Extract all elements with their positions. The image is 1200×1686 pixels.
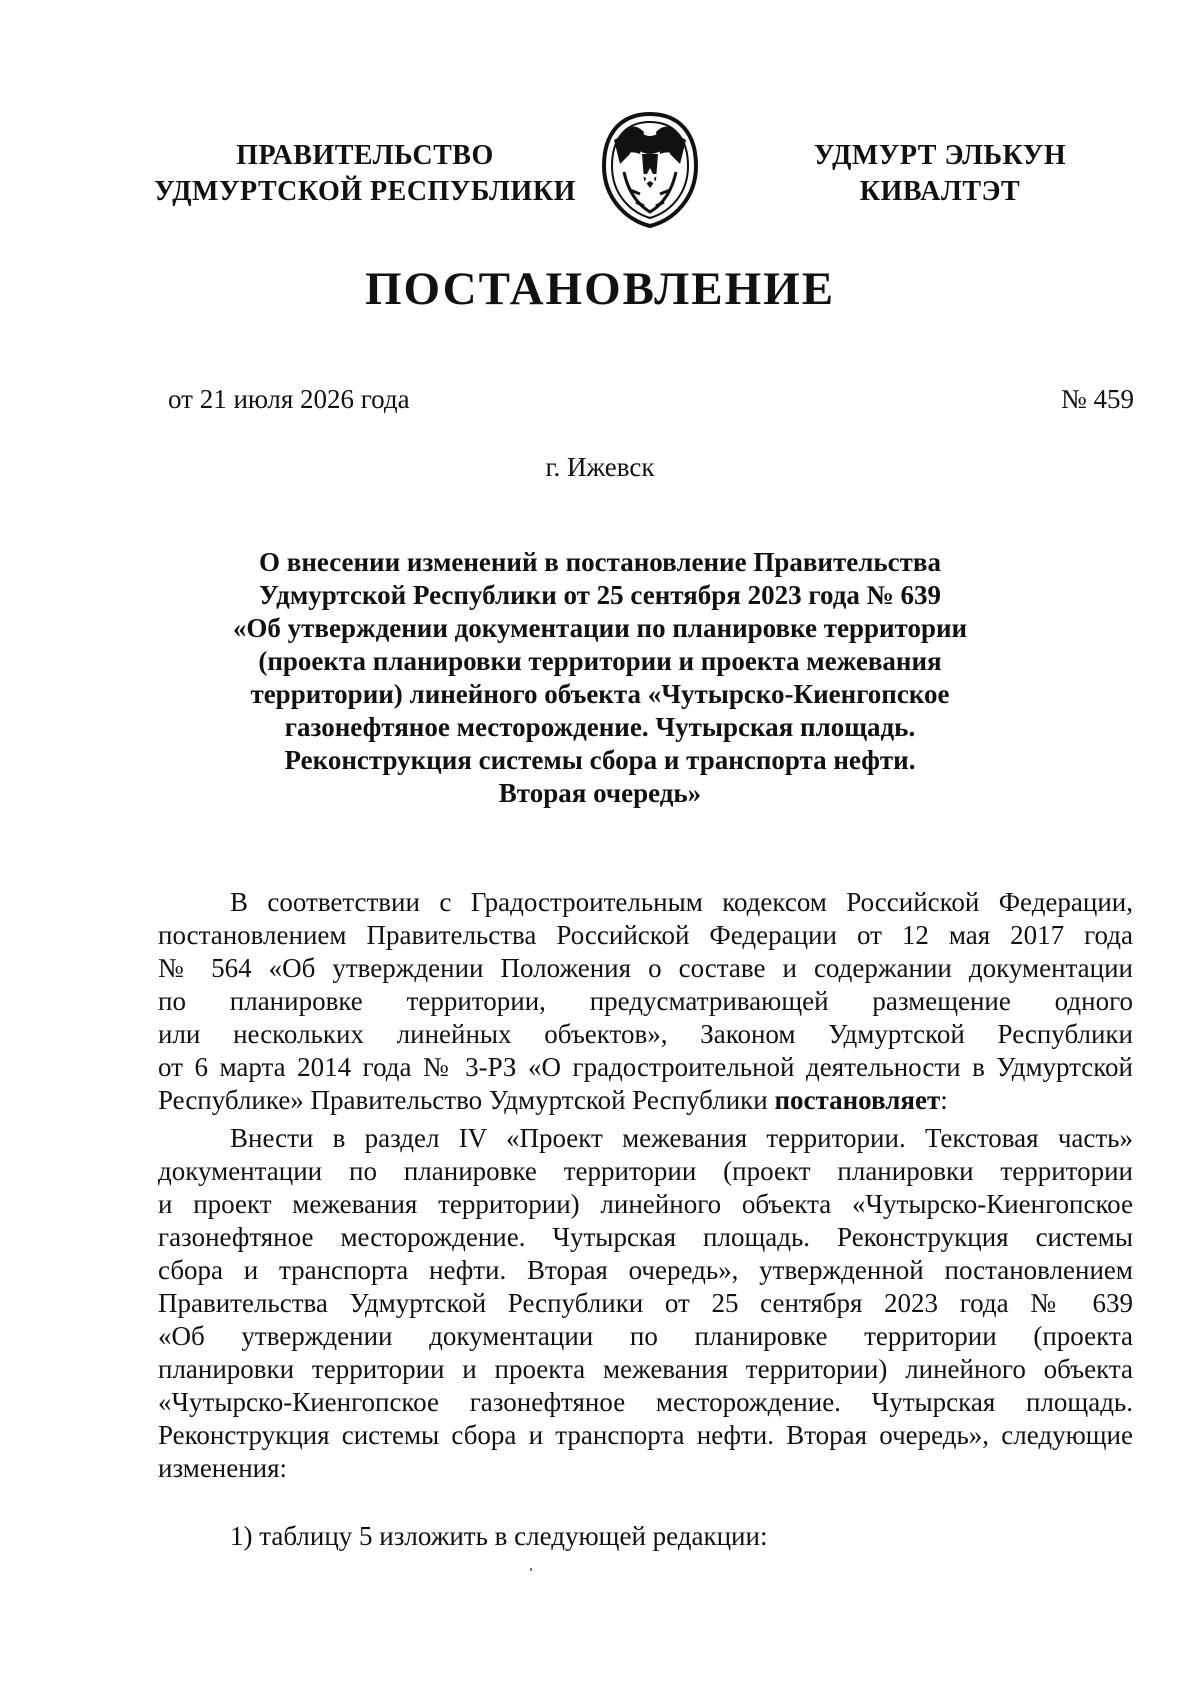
paragraph-line: Внести в раздел IV «Проект межевания территории. Текстовая часть» xyxy=(230,1123,1133,1153)
organization-name-udmurt xyxy=(790,138,1090,210)
paragraph-line: планировки территории и проекта межевания территории) линейного объекта xyxy=(158,1354,1133,1384)
paragraph-line: «Чутырско-Киенгопское газонефтяное месторождение. Чутырская площадь. xyxy=(158,1387,1133,1417)
paragraph-line: В соответствии с Градостроительным кодексом Российской Федерации, xyxy=(230,887,1133,917)
org-right-line-2: КИВАЛТЭТ xyxy=(859,176,1021,207)
title-line: территории) линейного объекта «Чутырско-Киенгопское xyxy=(250,679,950,709)
paragraph-line: Реконструкция системы сбора и транспорта нефти. Вторая очередь», следующие xyxy=(158,1420,1133,1450)
preamble-paragraph xyxy=(158,886,1133,1117)
title-line: Удмуртской Республики от 25 сентября 2023 года № 639 xyxy=(258,580,942,610)
title-line: (проекта планировки территории и проекта межевания xyxy=(258,646,942,676)
title-line: «Об утверждении документации по планировке территории xyxy=(232,613,968,643)
organization-name-russian xyxy=(150,138,580,210)
org-right-line-1: УДМУРТ ЭЛЬКУН xyxy=(813,140,1067,171)
resolves-keyword: постановляет xyxy=(774,1085,941,1115)
document-date: от 21 июля 2026 года xyxy=(168,384,410,414)
title-line: О внесении изменений в постановление Правительства xyxy=(259,547,941,577)
document-city: г. Ижевск xyxy=(545,452,655,482)
paragraph-line: от 6 марта 2014 года № 3-РЗ «О градостроительной деятельности в Удмуртской xyxy=(158,1052,1133,1082)
paragraph-line: газонефтяное месторождение. Чутырская площадь. Реконструкция системы xyxy=(158,1222,1133,1252)
paragraph-text: : xyxy=(940,1085,948,1115)
document-type-heading: ПОСТАНОВЛЕНИЕ xyxy=(364,263,836,315)
title-line: Реконструкция системы сбора и транспорта нефти. xyxy=(284,745,916,775)
title-line: газонефтяное месторождение. Чутырская площадь. xyxy=(284,712,916,742)
paragraph-line: сбора и транспорта нефти. Вторая очередь», утвержденной постановлением xyxy=(158,1255,1133,1285)
paragraph-line: изменения: xyxy=(158,1453,288,1483)
document-number: № 459 xyxy=(1060,384,1134,414)
paragraph-line: по планировке территории, предусматривающей размещение одного xyxy=(158,986,1133,1016)
org-left-line-2: УДМУРТСКОЙ РЕСПУБЛИКИ xyxy=(154,176,576,207)
amendment-paragraph xyxy=(158,1122,1133,1485)
paragraph-line: документации по планировке территории (проект планировки территории xyxy=(158,1156,1133,1186)
paragraph-last-line xyxy=(158,1084,1133,1117)
paragraph-text: Республике» Правительство Удмуртской Республики xyxy=(158,1085,775,1115)
paragraph-line: Правительства Удмуртской Республики от 25 сентября 2023 года № 639 xyxy=(158,1288,1133,1318)
paragraph-line: или нескольких линейных объектов», Законом Удмуртской Республики xyxy=(158,1019,1133,1049)
paragraph-line: постановлением Правительства Российской Федерации от 12 мая 2017 года xyxy=(158,920,1133,950)
udmurt-coat-of-arms-emblem xyxy=(600,110,700,230)
paragraph-line: № 564 «Об утверждении Положения о составе и содержании документации xyxy=(158,953,1133,983)
title-line: Вторая очередь» xyxy=(498,778,702,808)
org-left-line-1: ПРАВИТЕЛЬСТВО xyxy=(236,140,494,171)
scan-speck xyxy=(530,1568,532,1571)
paragraph-line: и проект межевания территории) линейного объекта «Чутырско-Киенгопское xyxy=(158,1189,1133,1219)
document-title xyxy=(150,546,1050,810)
paragraph-line: «Об утверждении документации по планировке территории (проекта xyxy=(158,1321,1133,1351)
amendment-item-1: 1) таблицу 5 изложить в следующей редакции: xyxy=(230,1521,768,1551)
